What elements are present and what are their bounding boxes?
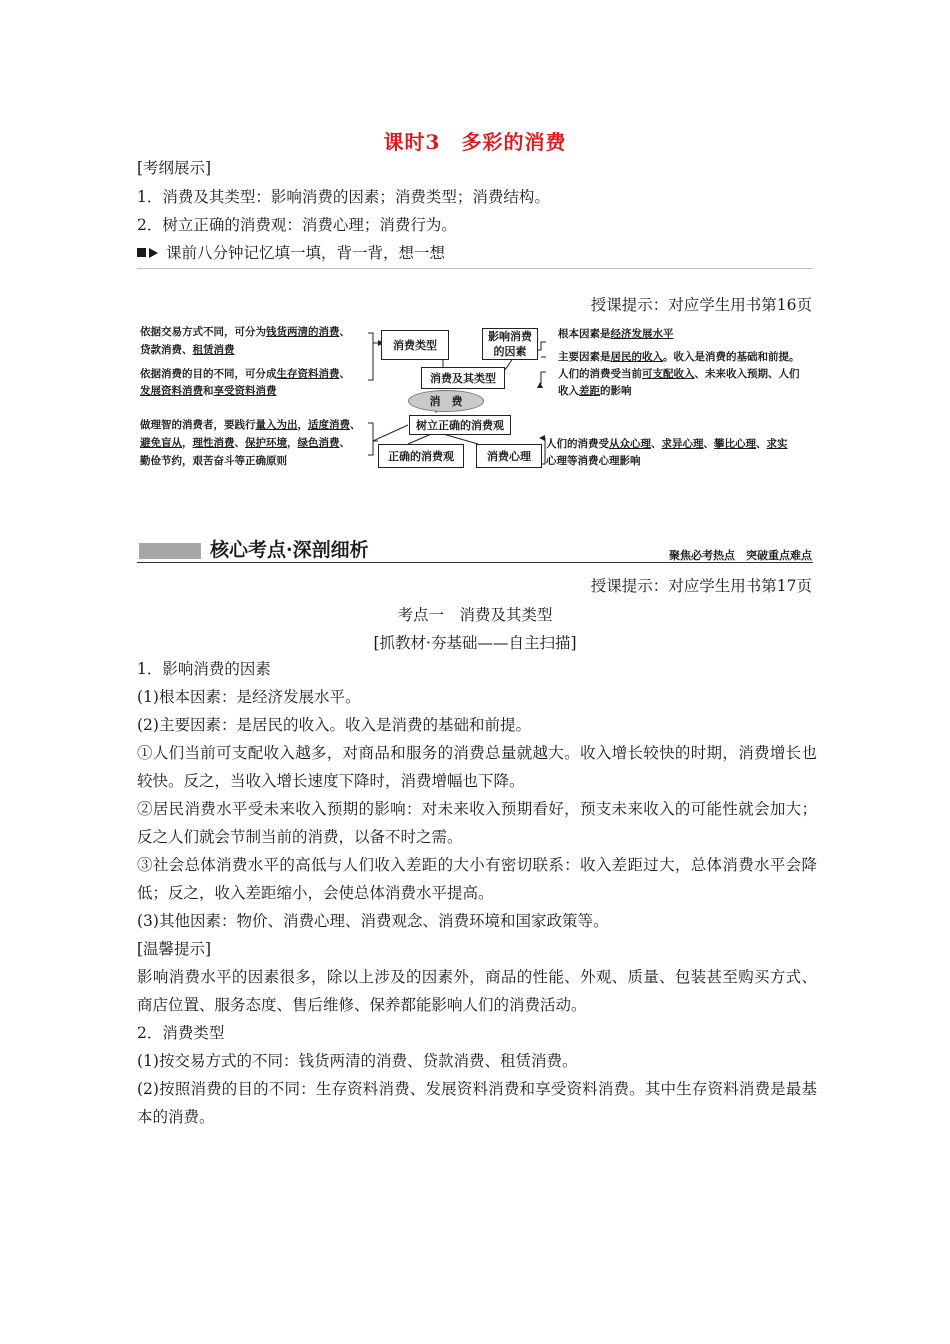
mm-right-2: 主要因素是居民的收入。收入是消费的基础和前提。 xyxy=(558,351,800,363)
mm-right-4b: 心理等消费心理影响 xyxy=(546,455,641,467)
body-p5: ③社会总体消费水平的高低与人们收入差距的大小有密切联系：收入差距过大，总体消费水平会降低；反之，收入差距缩小，会使总体消费水平提高。 xyxy=(137,856,817,902)
tip-heading: [温馨提示] xyxy=(137,940,212,958)
review-prompt xyxy=(137,241,445,263)
kaodian-heading: 考点一 消费及其类型 xyxy=(397,606,553,624)
mm-left-2a: 依据消费的目的不同，可分成生存资料消费、 xyxy=(140,368,350,380)
section-divider xyxy=(137,562,813,563)
lesson-title: 课时3 多彩的消费 xyxy=(383,130,567,154)
body-p7: (1)按交易方式的不同：钱货两清的消费、贷款消费、租赁消费。 xyxy=(137,1052,578,1070)
body-h2: 2．消费类型 xyxy=(137,1024,225,1042)
mm-left-1b: 贷款消费、租赁消费 xyxy=(140,344,235,356)
mm-left-1a: 依据交易方式不同，可分为钱货两清的消费、 xyxy=(140,326,350,338)
node-correct-view: 正确的消费观 xyxy=(378,444,464,468)
body-p2: (2)主要因素：是居民的收入。收入是消费的基础和前提。 xyxy=(137,716,531,734)
mind-map xyxy=(138,320,818,470)
mm-right-3b: 收入差距的影响 xyxy=(558,385,632,397)
review-prompt-text: 课前八分钟记忆填一填，背一背，想一想 xyxy=(166,244,446,262)
mm-left-2b: 发展资料消费和享受资料消费 xyxy=(140,385,277,397)
arrow-right-icon xyxy=(149,248,158,258)
node-consumer-psychology: 消费心理 xyxy=(476,444,542,468)
section-tagline: 聚焦必考热点 突破重点难点 xyxy=(669,549,812,562)
section-title: 核心考点·深剖细析 xyxy=(210,539,369,561)
node-influencing-factors: 影响消费的因素 xyxy=(482,328,538,360)
node-correct-view-establish: 树立正确的消费观 xyxy=(409,415,511,435)
node-consumption-types: 消费类型 xyxy=(381,330,449,360)
outline-item-1: 1．消费及其类型：影响消费的因素；消费类型；消费结构。 xyxy=(137,188,550,206)
divider xyxy=(137,268,813,269)
tip-text: 影响消费水平的因素很多，除以上涉及的因素外，商品的性能、外观、质量、包装甚至购买方式、商店位置、服务态度、售后维修、保养都能影响人们的消费活动。 xyxy=(137,968,817,1014)
body-p6: (3)其他因素：物价、消费心理、消费观念、消费环境和国家政策等。 xyxy=(137,912,609,930)
node-consumption-and-types: 消费及其类型 xyxy=(421,367,505,389)
mm-left-3c: 勤俭节约，艰苦奋斗等正确原则 xyxy=(140,455,287,467)
section-bar xyxy=(139,543,201,559)
body-p3: ①人们当前可支配收入越多，对商品和服务的消费总量就越大。收入增长较快的时期，消费增长也较快。反之，当收入增长速度下降时，消费增幅也下降。 xyxy=(137,744,817,790)
outline-item-2: 2．树立正确的消费观：消费心理；消费行为。 xyxy=(137,216,457,234)
mm-right-3a: 人们的消费受当前可支配收入、未来收入预期、人们 xyxy=(558,368,800,380)
mm-left-3b: 避免盲从，理性消费、保护环境，绿色消费、 xyxy=(140,437,350,449)
mm-right-4a: 人们的消费受从众心理、求异心理、攀比心理、求实 xyxy=(546,438,788,450)
subheading: [抓教材·夯基础——自主扫描] xyxy=(373,634,577,652)
mm-right-1: 根本因素是经济发展水平 xyxy=(558,328,674,340)
node-consumption-center: 消 费 xyxy=(408,390,484,412)
teaching-hint-2: 授课提示：对应学生用书第17页 xyxy=(590,577,812,595)
outline-heading: [考纲展示] xyxy=(137,159,212,177)
body-p1: (1)根本因素：是经济发展水平。 xyxy=(137,688,361,706)
body-h1: 1．影响消费的因素 xyxy=(137,660,271,678)
body-p4: ②居民消费水平受未来收入预期的影响：对未来收入预期看好，预支未来收入的可能性就会加大；反之人们就会节制当前的消费，以备不时之需。 xyxy=(137,800,817,846)
teaching-hint-1: 授课提示：对应学生用书第16页 xyxy=(590,296,812,314)
body-p8: (2)按照消费的目的不同：生存资料消费、发展资料消费和享受资料消费。其中生存资料消费是最基本的消费。 xyxy=(137,1080,817,1126)
square-icon xyxy=(137,248,146,257)
mm-left-3a: 做理智的消费者，要践行量入为出，适度消费、 xyxy=(140,419,361,431)
